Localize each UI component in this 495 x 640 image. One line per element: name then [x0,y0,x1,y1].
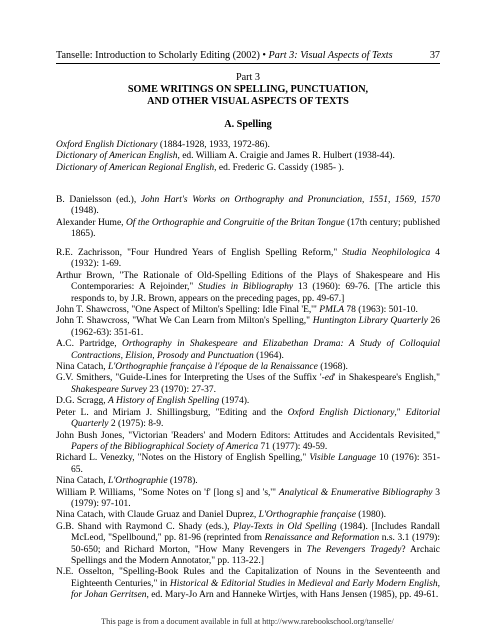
entry-italic-title: Dictionary of American English [56,151,178,162]
entry-italic-title: John Hart's Works on Orthography and Pronunciation, 1551, 1569, 1570 [140,195,440,205]
entry-text: B. Danielsson (ed.), [56,195,141,205]
bibliography-entry [56,510,440,521]
bibliography-entry [56,151,440,162]
entry-text: Richard L. Venezky, "Notes on the History of English Spelling," [56,453,310,464]
bibliography-list [56,248,440,602]
section-title: A. Spelling [224,119,272,130]
entry-text: 3 (1979): 97-101. [71,487,441,509]
bibliography-entry [56,140,440,151]
entry-text: R.E. Zachrisson, "Four Hundred Years of English Spelling Reform," [56,248,343,258]
entry-text: William P. Williams, "Some Notes on 'f' [long s] and 's,'" [56,487,279,498]
entry-text: (1884-1928, 1933, 1972-86). [157,140,270,150]
entry-text: , ed. William A. Craigie and James R. Hulbert (1938-44). [177,151,395,162]
bibliography-entry [56,271,440,305]
entry-italic-title: Orthography in Shakespeare and Elizabethan Drama: A Study of Colloquial Contractions, Elision, Prosody and Punctuation [71,339,440,361]
entry-italic-title: L'Orthographie française [258,510,356,521]
bibliography-entry [56,453,440,476]
entry-italic-title: Dictionary of American Regional English [56,162,215,173]
entry-italic-title: Oxford English Dictionary [287,407,395,418]
bibliography-entry [56,362,440,373]
entry-italic-title: Papers of the Bibliographical Society of America [71,441,259,452]
entry-italic-title: Oxford English Dictionary [56,140,158,150]
entry-italic-title: The Revengers Tragedy [306,544,402,555]
entry-italic-title: Play-Texts in Old Spelling [233,521,337,532]
entry-italic-title: L'Orthographie [107,476,168,487]
entry-italic-title: Editorial Quarterly [71,407,440,430]
footer-note: This page is from a document available in full at http://www.rarebookschool.org/tanselle/ [101,617,394,626]
bibliography-entry [56,488,440,511]
entry-text: 26 (1962-63): 351-61. [71,316,441,338]
entry-italic-title: Shakespeare Survey [71,384,147,395]
entry-text: , ed. Frederic G. Cassidy (1985- ). [214,162,344,173]
bibliography-entry [56,316,440,339]
entry-text: ," [394,407,406,418]
bibliography-entry [56,163,440,174]
part-label: Part 3 [235,72,261,83]
entry-italic-title: Renaissance and Reformation [264,533,380,544]
page-number: 37 [429,50,440,61]
bibliography-entry [56,248,440,271]
entry-text: Peter L. and Miriam J. Shillingsburg, "Editing and the [56,407,288,418]
entry-text: John T. Shawcross, "One Aspect of Milton's Spelling: Idle Final 'E,'" [56,305,320,316]
header-title: Tanselle: Introduction to Scholarly Editing (2002) [56,50,263,61]
entry-italic-title: Historical & Editorial Studies in Medieval and Early Modern English, for Johan Gerritsen [71,578,440,601]
entry-text: D.G. Scragg, [56,396,108,407]
entry-text: Nina Catach, [56,476,108,487]
bibliography-entry [56,567,440,601]
entry-italic-title: A History of English Spelling [107,396,220,407]
bibliography-entry [56,195,440,218]
entry-text: ' in Shakespeare's English," [333,373,440,384]
part-title-line-2: AND OTHER VISUAL ASPECTS OF TEXTS [147,96,349,107]
entry-italic-title: Huntington Library Quarterly [312,316,428,327]
entry-text: G.B. Shand with Raymond C. Shady (eds.), [56,521,234,532]
entry-text: G.V. Smithers, "Guide-Lines for Interpreting the Uses of the Suffix '- [56,373,325,384]
entry-text: 23 (1970): 27-37. [146,384,217,395]
header-rule [56,63,440,64]
entry-text: John T. Shawcross, "What We Can Learn from Milton's Spelling," [56,316,313,327]
entry-text: (1978). [167,476,198,487]
entry-text: 78 (1963): 501-10. [344,305,418,316]
early-sources-list [56,195,440,241]
entry-text: ? Archaic Spellings and the Modern Annotator," pp. 113-22.] [71,544,441,566]
entry-italic-title: ed [324,373,334,384]
bibliography-entry [56,305,440,316]
bibliography-entry [56,396,440,407]
entry-text: 71 (1977): 49-59. [258,441,328,452]
header-section: Part 3: Visual Aspects of Texts [265,50,393,61]
entry-text: (1980). [355,510,386,521]
bibliography-entry [56,373,440,396]
entry-italic-title: L'Orthographie française à l'époque de la Renaissance [107,362,318,373]
entry-text: , ed. Mary-Jo Arn and Hanneke Wirtjes, with Hans Jensen (1985), pp. 49-61. [146,590,439,601]
entry-text: (1968). [317,362,348,373]
bibliography-entry [56,476,440,487]
entry-italic-title: Studies in Bibliography [198,282,294,293]
entry-text: 10 (1976): 351-65. [71,453,440,475]
bibliography-entry [56,522,440,568]
header-bullet: • [262,50,266,61]
bibliography-entry [56,218,440,241]
entry-italic-title: Studia Neophilologica [342,248,431,258]
part-title-line-1: SOME WRITINGS ON SPELLING, PUNCTUATION, [127,84,369,95]
entry-text: John Bush Jones, "Victorian 'Readers' and Modern Editors: Attitudes and Accidentals Revisited," [56,430,440,441]
entry-text: Nina Catach, with Claude Gruaz and Daniel Duprez, [56,510,259,521]
entry-text: n.s. 3.1 (1979): 50-650; and Richard Morton, "How Many Revengers in [71,533,440,555]
entry-italic-title: Of the Orthographie and Congruitie of the Britan Tongue [125,217,345,228]
entry-text: 2 (1975): 8-9. [108,419,164,430]
entry-text: (1984). [Includes Randall McLeod, "Spellbound," pp. 81-96 (reprinted from [71,521,440,544]
entry-text: A.C. Partridge, [56,339,123,350]
entry-text: Arthur Brown, "The Rationale of Old-Spelling Editions of the Plays of Shakespeare and His Contemporaries: A Rejoinder," [56,270,440,293]
running-header [56,50,440,62]
entry-text: (1974). [219,396,250,407]
bibliography-entry [56,408,440,431]
entry-italic-title: Visible Language [309,453,377,464]
entry-italic-title: Analytical & Enumerative Bibliography [278,487,433,498]
entry-text: N.E. Osselton, "Spelling-Book Rules and the Capitalization of Nouns in the Seventeenth and Eighteenth Centuries," in [56,567,440,589]
entry-text: Alexander Hume, [56,217,126,228]
entry-text: Nina Catach, [56,362,108,373]
entry-text: 4 (1932): 1-69. [71,248,441,270]
dictionary-list [56,140,440,174]
bibliography-entry [56,431,440,454]
entry-italic-title: PMLA [319,305,345,316]
entry-text: (17th century; published 1865). [71,217,441,240]
bibliography-entry [56,339,440,362]
entry-text: 13 (1960): 69-76. [The article this responds to, by J.R. Brown, appears on the preceding pages, pp. 49-67.] [71,282,441,304]
entry-text: (1964). [253,350,284,361]
entry-text: (1948). [71,206,99,217]
